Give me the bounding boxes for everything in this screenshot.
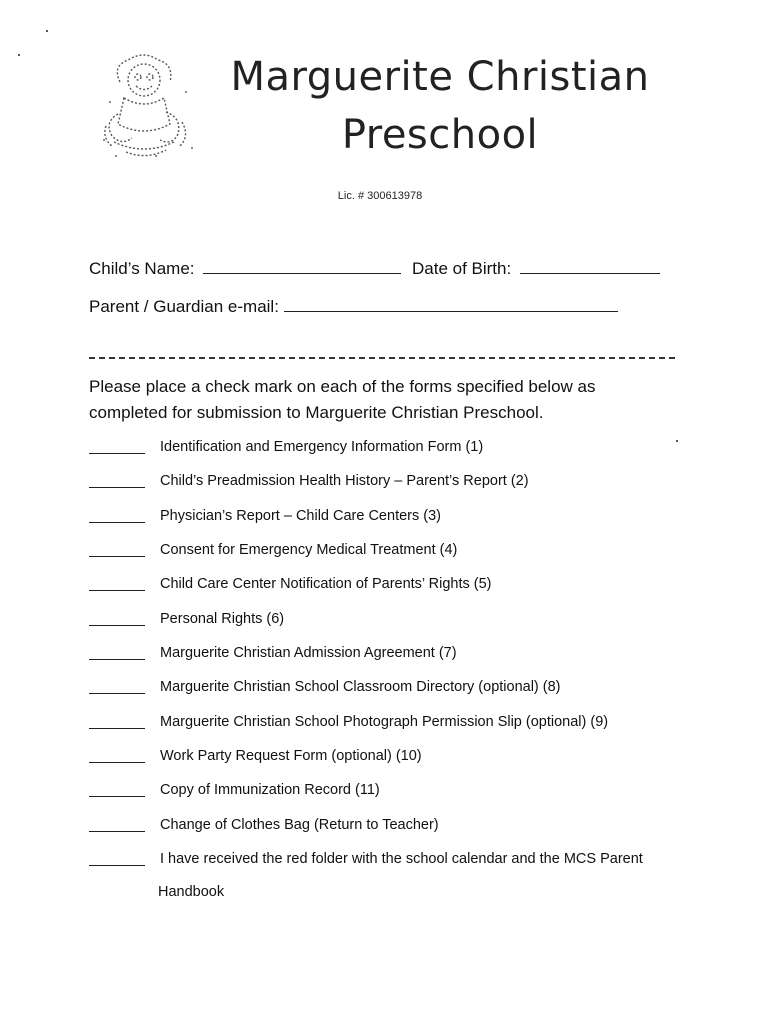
checklist-item-label: Marguerite Christian School Classroom Directory (optional) (8) (160, 679, 561, 695)
checklist-item-label: Physician’s Report – Child Care Centers (3) (160, 508, 441, 524)
check-blank[interactable] (89, 453, 145, 454)
check-blank[interactable] (89, 831, 145, 832)
checklist-item-label: Consent for Emergency Medical Treatment (4) (160, 542, 458, 558)
checklist-item (89, 779, 709, 803)
email-label: Parent / Guardian e-mail: (89, 297, 279, 316)
check-blank[interactable] (89, 590, 145, 591)
checklist-item (89, 848, 709, 872)
child-name-label: Child’s Name: (89, 259, 195, 278)
check-blank[interactable] (89, 487, 145, 488)
checklist-item (89, 573, 709, 597)
check-blank[interactable] (89, 522, 145, 523)
checklist-item-label: Child’s Preadmission Health History – Parent’s Report (2) (160, 473, 529, 489)
section-divider (89, 357, 675, 359)
email-field[interactable] (284, 297, 618, 312)
checklist-item (89, 814, 709, 838)
school-name-line-1: Marguerite Christian (230, 54, 650, 100)
checklist-item (89, 711, 709, 735)
checklist-item (89, 608, 709, 632)
checklist-item-label: Copy of Immunization Record (11) (160, 782, 380, 798)
checklist-item-continuation: Handbook (158, 884, 225, 900)
child-name-field[interactable] (203, 259, 401, 274)
check-blank[interactable] (89, 693, 145, 694)
checklist-item-label: Change of Clothes Bag (Return to Teacher) (160, 817, 439, 833)
check-blank[interactable] (89, 625, 145, 626)
checklist-item-label: Marguerite Christian Admission Agreement (7) (160, 645, 457, 661)
scan-speck (18, 54, 20, 56)
checklist-item-label: Identification and Emergency Information Form (1) (160, 439, 484, 455)
checklist-item-label: Marguerite Christian School Photograph Permission Slip (optional) (9) (160, 714, 609, 730)
checklist-item (89, 745, 709, 769)
checklist-item (89, 436, 709, 460)
check-blank[interactable] (89, 796, 145, 797)
check-blank[interactable] (89, 659, 145, 660)
license-number: Lic. # 300613978 (337, 190, 423, 202)
check-blank[interactable] (89, 865, 145, 866)
checklist-item (89, 539, 709, 563)
checklist-item-label: I have received the red folder with the school calendar and the MCS Parent (160, 851, 643, 867)
checklist-item (89, 470, 709, 494)
checklist-item (89, 676, 709, 700)
dob-label: Date of Birth: (411, 259, 512, 278)
check-blank[interactable] (89, 556, 145, 557)
checklist-item (89, 642, 709, 666)
email-row (89, 297, 618, 317)
checklist-item-label: Work Party Request Form (optional) (10) (160, 748, 422, 764)
check-blank[interactable] (89, 762, 145, 763)
school-name-line-2: Preschool (341, 112, 539, 158)
instructions-text: Please place a check mark on each of the forms specified below as completed for submission to Marguerite Christian Preschool. (89, 377, 596, 422)
checklist-item-label: Child Care Center Notification of Parents’ Rights (5) (160, 576, 492, 592)
school-logo (96, 52, 200, 164)
checklist-item-label: Personal Rights (6) (160, 611, 285, 627)
child-info-row (89, 259, 660, 279)
dob-field[interactable] (520, 259, 660, 274)
scan-speck (46, 30, 48, 32)
checklist-item (89, 505, 709, 529)
check-blank[interactable] (89, 728, 145, 729)
